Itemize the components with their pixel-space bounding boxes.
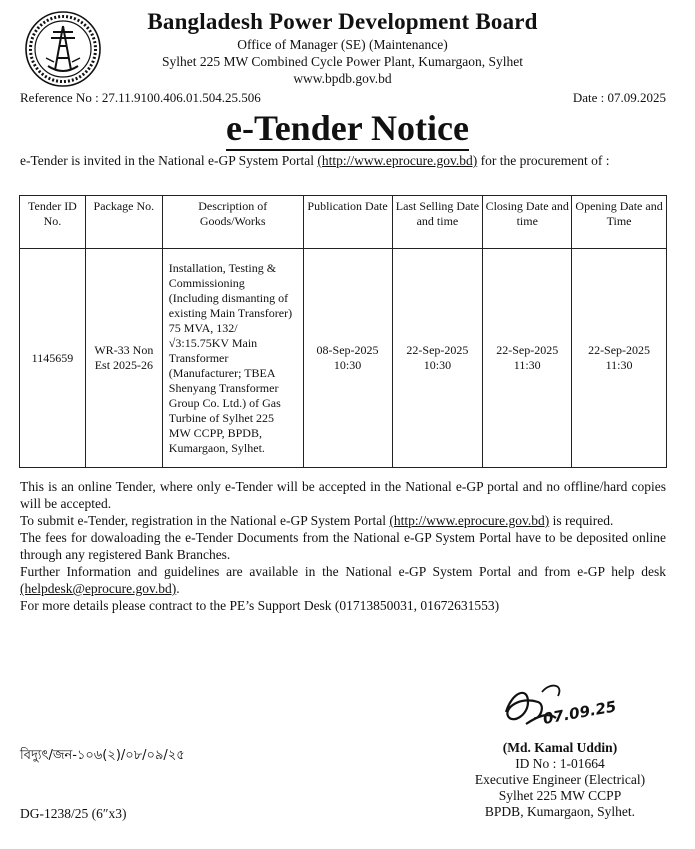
signatory-block xyxy=(440,740,680,820)
table-row xyxy=(20,249,667,468)
tender-table xyxy=(19,195,667,468)
eprocure-link[interactable]: (http://www.eprocure.gov.bd) xyxy=(317,153,478,168)
plant-line: Sylhet 225 MW Combined Cycle Power Plant, Kumargaon, Sylhet xyxy=(162,54,523,69)
intro-text-after: for the procurement of : xyxy=(477,153,610,168)
cell-last-selling: 22-Sep-2025 10:30 xyxy=(392,249,483,468)
cell-description: Installation, Testing & Commissioning (Including dismanting of existing Main Transforer) 75 MVA, 132/√3:15.75KV Main Transformer (Manufacturer; TBEA Shenyang Transformer Group Co. Ltd.) of Gas Turbine of Sylhet 225 MW CCPP, BPDB, Kumargaon, Sylhet. xyxy=(162,249,303,468)
handwritten-signature xyxy=(498,672,628,744)
office-line: Office of Manager (SE) (Maintenance) xyxy=(237,37,448,52)
intro-paragraph xyxy=(20,152,666,169)
helpdesk-email-link[interactable]: (helpdesk@eprocure.gov.bd) xyxy=(20,581,177,596)
intro-text-before: e-Tender is invited in the National e-GP System Portal xyxy=(20,153,318,168)
reference-number: Reference No : 27.11.9100.406.01.504.25.506 xyxy=(20,90,261,105)
cell-opening: 22-Sep-2025 11:30 xyxy=(572,249,667,468)
eprocure-link-2[interactable]: (http://www.eprocure.gov.bd) xyxy=(389,513,550,528)
signature-date-scribble: 07.09.25 xyxy=(541,697,618,728)
cell-package: WR-33 Non Est 2025-26 xyxy=(85,249,162,468)
signer-plant: Sylhet 225 MW CCPP xyxy=(498,788,622,803)
signer-id: ID No : 1-01664 xyxy=(515,756,605,771)
signer-name: (Md. Kamal Uddin) xyxy=(502,740,618,755)
notice-date: Date : 07.09.2025 xyxy=(572,90,666,105)
col-last-selling: Last Selling Date and time xyxy=(392,196,483,249)
col-package: Package No. xyxy=(85,196,162,249)
cell-tender-id: 1145659 xyxy=(20,249,86,468)
bpdb-logo xyxy=(24,10,102,88)
col-publication: Publication Date xyxy=(303,196,392,249)
org-name: Bangladesh Power Development Board xyxy=(147,9,538,34)
notice-body xyxy=(20,478,666,614)
paragraph-support-desk: For more details please contract to the PE’s Support Desk (01713850031, 01672631553) xyxy=(20,598,500,613)
paragraph-fees: The fees for dowaloading the e-Tender Documents from the National e-GP System Portal have to be deposited online through any registered Bank Branches. xyxy=(20,530,666,562)
paragraph-online-tender: This is an online Tender, where only e-Tender will be accepted in the National e-GP portal and no offline/hard copies will be accepted. xyxy=(20,479,666,511)
paragraph-registration: To submit e-Tender, registration in the National e-GP System Portal (http://www.eprocure.gov.bd) is required. xyxy=(20,513,614,528)
cell-closing: 22-Sep-2025 11:30 xyxy=(483,249,572,468)
notice-title-text: e-Tender Notice xyxy=(226,108,469,151)
website[interactable]: www.bpdb.gov.bd xyxy=(293,71,392,86)
bangla-reference: বিদ্যুৎ/জন-১০৬(২)/০৮/০৯/২৫ xyxy=(20,748,185,763)
col-tender-id: Tender ID No. xyxy=(20,196,86,249)
signer-designation: Executive Engineer (Electrical) xyxy=(474,772,646,787)
col-description: Description of Goods/Works xyxy=(162,196,303,249)
notice-title xyxy=(0,106,695,150)
col-closing: Closing Date and time xyxy=(483,196,572,249)
dg-reference: DG-1238/25 (6″x3) xyxy=(20,806,127,821)
signer-location: BPDB, Kumargaon, Sylhet. xyxy=(484,804,636,819)
paragraph-helpdesk: Further Information and guidelines are available in the National e-GP System Portal and from e-GP help desk (helpdesk@eprocure.gov.bd). xyxy=(20,564,666,596)
table-header-row xyxy=(20,196,667,249)
cell-publication: 08-Sep-2025 10:30 xyxy=(303,249,392,468)
letterhead xyxy=(110,8,575,87)
col-opening: Opening Date and Time xyxy=(572,196,667,249)
